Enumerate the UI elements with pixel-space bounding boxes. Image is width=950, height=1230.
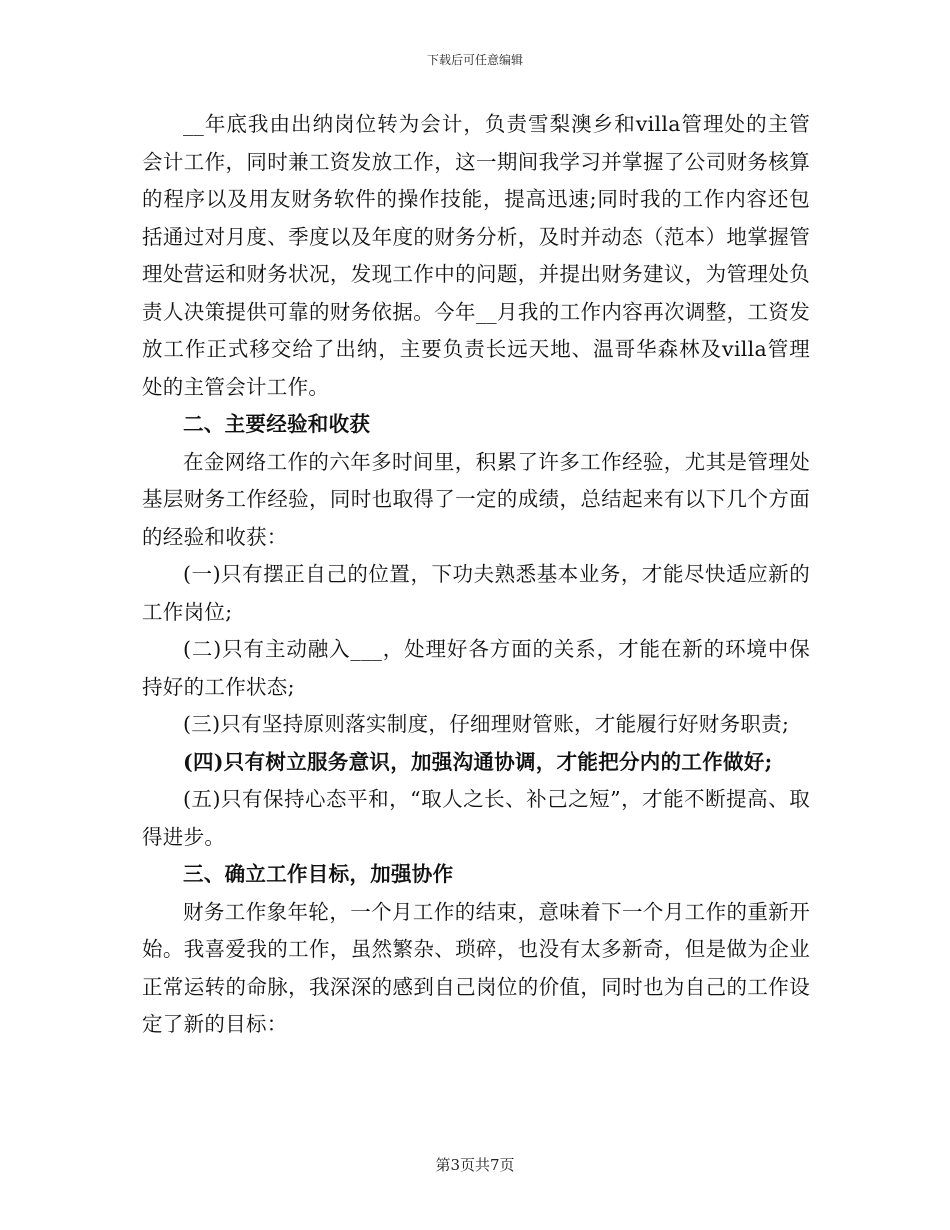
list-item-5: (五)只有保持心态平和，“取人之长、补己之短”，才能不断提高、取得进步。 [142,787,810,849]
list-item-2: (二)只有主动融入___，处理好各方面的关系，才能在新的环境中保持好的工作状态; [142,637,810,699]
page-header: 下载后可任意编辑 [426,53,523,67]
list-item-1: (一)只有摆正自己的位置，下功夫熟悉基本业务，才能尽快适应新的工作岗位; [142,562,810,624]
paragraph-goals: 财务工作象年轮，一个月工作的结束，意味着下一个月工作的重新开始。我喜爱我的工作，虽然繁杂、琐碎，也没有太多新奇，但是做为企业正常运转的命脉，我深深的感到自己岗位的价值，同时也为自己的工作设定了新的目标： [142,899,810,1036]
list-item-4: (四)只有树立服务意识，加强沟通协调，才能把分内的工作做好; [183,749,773,774]
section-heading-goals: 三、确立工作目标，加强协作 [183,862,454,886]
paragraph-job-change: __年底我由出纳岗位转为会计，负责雪梨澳乡和villa管理处的主管会计工作，同时兼工资发放工作，这一期间我学习并掌握了公司财务核算的程序以及用友财务软件的操作技能，提高迅速;同时我的工作内容还包括通过对月度、季度以及年度的财务分析，及时并动态（范本）地掌握管理处营运和财务状况，发现工作中的问题，并提出财务建议，为管理处负责人决策提供可靠的财务依据。今年__月我的工作内容再次调整，工资发放工作正式移交给了出纳，主要负责长远天地、温哥华森林及villa管理处的主管会计工作。 [142,112,810,399]
section-heading-experience: 二、主要经验和收获 [183,412,371,436]
list-item-3: (三)只有坚持原则落实制度，仔细理财管账，才能履行好财务职责; [183,712,790,736]
paragraph-experience-intro: 在金网络工作的六年多时间里，积累了许多工作经验，尤其是管理处基层财务工作经验，同时也取得了一定的成绩，总结起来有以下几个方面的经验和收获： [142,449,810,549]
page-footer: 第3页共7页 [435,1156,515,1174]
document-body [142,106,810,1044]
